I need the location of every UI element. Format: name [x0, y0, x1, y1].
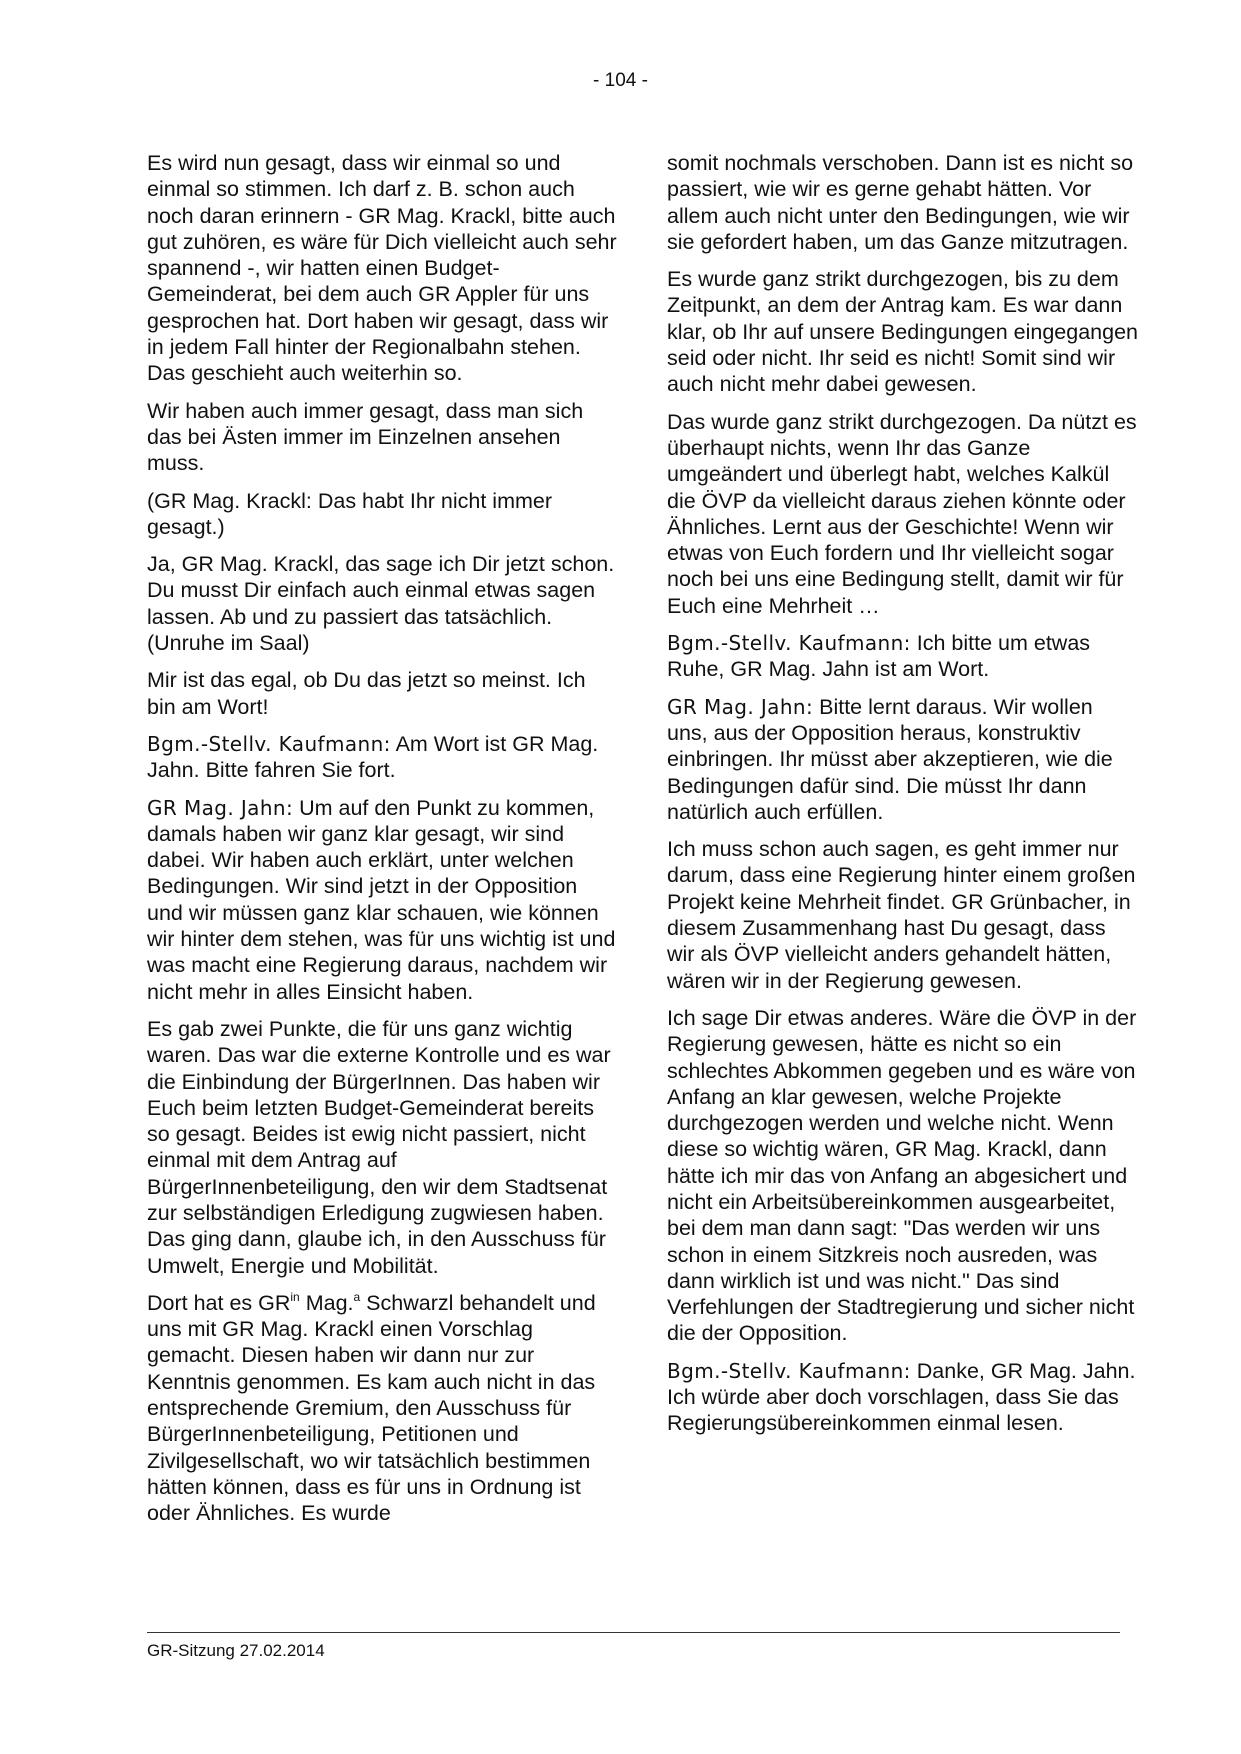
interjection: (GR Mag. Krackl: Das habt Ihr nicht immer gesagt.) — [147, 488, 553, 539]
speaker-paragraph — [667, 694, 1139, 825]
speech-text: Bitte lernt daraus. Wir wollen uns, aus der Opposition heraus, konstruktiv einbringen. Ihr müsst aber akzeptieren, wie die Bedingungen dafür sind. Die müsst Ihr dann natürlich auch erfüllen. — [667, 694, 1113, 824]
paragraph: Es wurde ganz strikt durchgezogen, bis zu dem Zeitpunkt, an dem der Antrag kam. Es war dann klar, ob Ihr auf unsere Bedingungen eingegangen seid oder nicht. Ihr seid es nicht! Somit sind wir auch nicht mehr dabei gewesen. — [667, 267, 1138, 397]
paragraph: Mir ist das egal, ob Du das jetzt so meinst. Ich bin am Wort! — [147, 668, 586, 719]
paragraph: Dort hat es $GR^{in}$ Mag.$^a$ Schwarzl behandelt und uns mit GR Mag. Krackl einen Vorschlag gemacht. Diesen haben wir dann nur zur Kenntnis genommen. Es kam auch nicht in das entsprechende Gremium, den Ausschuss für BürgerInnenbeteiligung, Petitionen und Zivilgesellschaft, wo wir tatsächlich bestimmen hätten können, dass es für uns in Ordnung ist oder Ähnliches. Es wurde — [147, 1289, 596, 1526]
speaker-name: GR Mag. Jahn: — [147, 795, 294, 820]
speech-text: Am Wort ist GR Mag. Jahn. Bitte fahren Sie fort. — [147, 731, 599, 783]
footer-divider — [147, 1632, 1120, 1633]
speaker-paragraph — [667, 630, 1139, 683]
paragraph: Ich muss schon auch sagen, es geht immer nur darum, dass eine Regierung hinter einem großen Projekt keine Mehrheit findet. GR Grünbacher, in diesem Zusammenhang hast Du gesagt, dass wir als ÖVP vielleicht anders gehandelt hätten, wären wir in der Regierung gewesen. — [667, 837, 1136, 993]
right-column — [667, 150, 1139, 1448]
paragraph: Ich sage Dir etwas anderes. Wäre die ÖVP in der Regierung gewesen, hätte es nicht so ein schlechtes Abkommen gegeben und es wäre von Anfang an klar gewesen, welche Projekte durchgezogen werden und welche nicht. Wenn diese so wichtig wären, GR Mag. Krackl, dann hätte ich mir das von Anfang an abgesichert und nicht ein Arbeitsübereinkommen ausgearbeitet, bei dem man dann sagt: "Das werden wir uns schon in einem Sitzkreis noch ausreden, was dann wirklich ist und was nicht." Das sind Verfehlungen der Stadtregierung und sicher nicht die der Opposition. — [667, 1005, 1137, 1346]
left-column — [147, 150, 619, 1538]
speaker-paragraph — [667, 1358, 1139, 1437]
speech-text: Um auf den Punkt zu kommen, damals haben wir ganz klar gesagt, wir sind dabei. Wir haben auch erklärt, unter welchen Bedingungen. Wir sind jetzt in der Opposition und wir müssen ganz klar schauen, wie können wir hinter dem stehen, was für uns wichtig ist und was macht eine Regierung daraus, nachdem wir nicht mehr in alles Einsicht haben. — [147, 795, 616, 1004]
paragraph: Es gab zwei Punkte, die für uns ganz wichtig waren. Das war die externe Kontrolle und es war die Einbindung der BürgerInnen. Das haben wir Euch beim letzten Budget-Gemeinderat bereits so gesagt. Beides ist ewig nicht passiert, nicht einmal mit dem Antrag auf BürgerInnenbeteiligung, den wir dem Stadtsenat zur selbständigen Erledigung zugwiesen haben. Das ging dann, glaube ich, in den Ausschuss für Umwelt, Energie und Mobilität. — [147, 1016, 611, 1278]
superscript: in — [290, 1289, 300, 1304]
speaker-paragraph — [147, 731, 619, 784]
paragraph: Es wird nun gesagt, dass wir einmal so und einmal so stimmen. Ich darf z. B. schon auch noch daran erinnern - GR Mag. Krackl, bitte auch gut zuhören, es wäre für Dich vielleicht auch sehr spannend -, wir hatten einen Budget-Gemeinderat, bei dem auch GR Appler für uns gesprochen hat. Dort haben wir gesagt, dass wir in jedem Fall hinter der Regionalbahn stehen. Das geschieht auch weiterhin so. — [147, 151, 617, 386]
speaker-name: Bgm.-Stellv. Kaufmann: — [147, 731, 391, 756]
speech-text: Danke, GR Mag. Jahn. Ich würde aber doch vorschlagen, dass Sie das Regierungsübereinkommen einmal lesen. — [667, 1358, 1136, 1436]
superscript: a — [353, 1289, 361, 1304]
page-number: - 104 - — [593, 70, 648, 91]
speaker-name: Bgm.-Stellv. Kaufmann: — [667, 1358, 911, 1383]
footer-session-date: GR-Sitzung 27.02.2014 — [147, 1641, 325, 1660]
paragraph: Wir haben auch immer gesagt, dass man sich das bei Ästen immer im Einzelnen ansehen muss. — [147, 398, 584, 476]
paragraph: Das wurde ganz strikt durchgezogen. Da nützt es überhaupt nichts, wenn Ihr das Ganze umgeändert und überlegt habt, welches Kalkül die ÖVP da vielleicht daraus ziehen könnte oder Ähnliches. Lernt aus der Geschichte! Wenn wir etwas von Euch fordern und Ihr vielleicht sogar noch bei uns eine Bedingung stellt, damit wir für Euch eine Mehrheit … — [667, 409, 1137, 618]
speaker-name: Bgm.-Stellv. Kaufmann: — [667, 631, 911, 656]
speaker-name: GR Mag. Jahn: — [667, 694, 814, 719]
paragraph: somit nochmals verschoben. Dann ist es nicht so passiert, wie wir es gerne gehabt hätten. Vor allem auch nicht unter den Bedingungen, wie wir sie gefordert haben, um das Ganze mitzutragen. — [667, 151, 1134, 254]
paragraph: Ja, GR Mag. Krackl, das sage ich Dir jetzt schon. Du musst Dir einfach auch einmal etwas sagen lassen. Ab und zu passiert das tatsächlich. (Unruhe im Saal) — [147, 552, 615, 656]
speaker-paragraph — [147, 795, 619, 1005]
speech-text: Ich bitte um etwas Ruhe, GR Mag. Jahn ist am Wort. — [667, 631, 1091, 682]
